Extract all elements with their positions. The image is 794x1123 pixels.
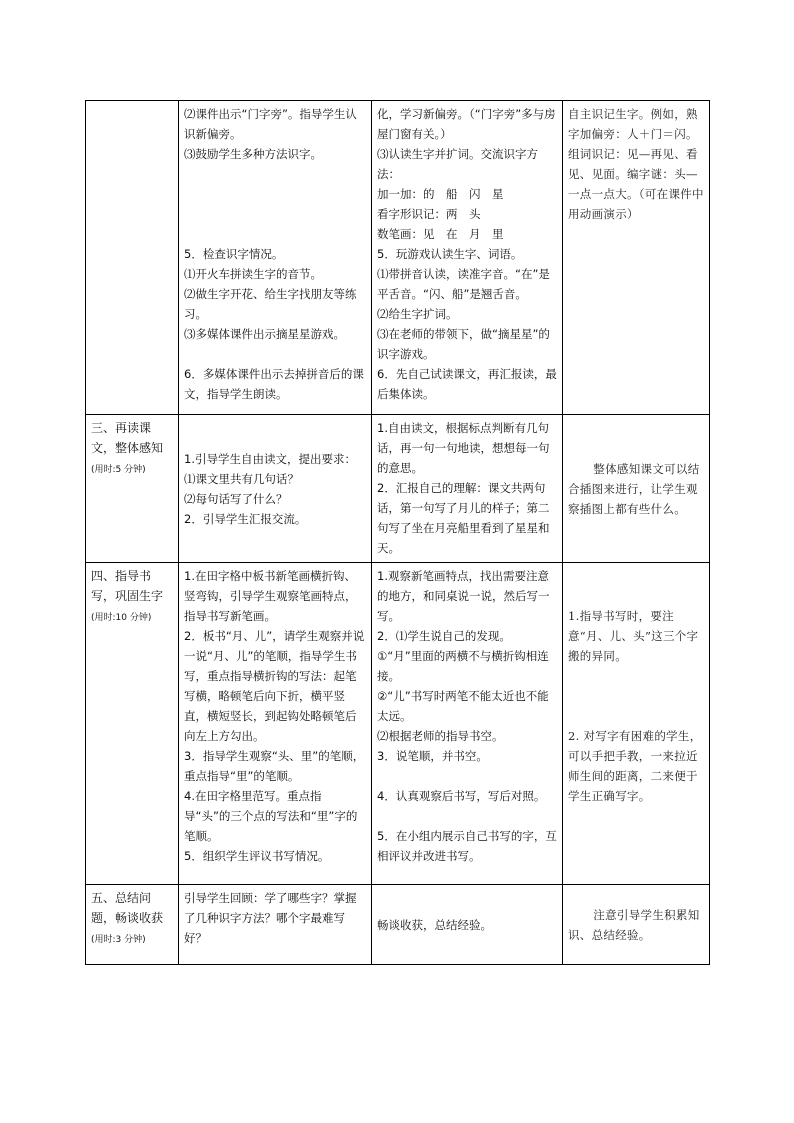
teacher-activity-cell xyxy=(179,415,372,563)
stage-cell xyxy=(86,101,179,415)
student-text: 1.自由读文，根据标点判断有几句话，再一句一句地读，想想每一句的意思。 xyxy=(377,421,550,475)
student-activity-cell xyxy=(372,885,563,965)
stage-time: (用时:5 分钟) xyxy=(91,465,146,475)
design-note-cell xyxy=(563,885,710,965)
design-note-cell xyxy=(563,415,710,563)
teacher-text: ⑶鼓励学生多种方法识字。 xyxy=(184,147,322,161)
teacher-text: ⑵每句话写了什么？ xyxy=(184,491,288,506)
table-row xyxy=(86,563,710,885)
table-row xyxy=(86,101,710,415)
note-text: 自主识记生字。例如，熟字加偏旁：人＋门＝闪。组词识记：见—再见、看见、见面。编字谜：头—一点一点大。（可在课件中用动画演示） xyxy=(568,107,704,221)
note-text: 注意引导学生积累知识、总结经验。 xyxy=(568,907,700,942)
teacher-activity-cell xyxy=(179,885,372,965)
stage-cell xyxy=(86,415,179,563)
teacher-text: ⑵课件出示“门字旁”。指导学生认识新偏旁。 xyxy=(184,107,357,141)
teacher-text: 2．引导学生汇报交流。 xyxy=(184,511,307,526)
note-text: 1.指导书写时，要注意“月、儿、头”这三个字搬的异同。 xyxy=(568,609,699,663)
student-activity-cell xyxy=(372,563,563,885)
teacher-text: ⑴课文里共有几句话？ xyxy=(184,471,299,486)
teacher-text: ⑴开火车拼读生字的音节。 xyxy=(184,267,322,281)
table-row xyxy=(86,885,710,965)
note-text: 整体感知课文可以结合插图来进行，让学生观察插图上都有些什么。 xyxy=(568,461,700,516)
student-text: 1.观察新笔画特点，找出需要注意的地方，和同桌说一说，然后写一写。 xyxy=(377,569,550,623)
student-text: ⑵给生字扩词。 xyxy=(377,307,458,321)
student-text: 看字形识记：两 头 xyxy=(377,207,481,221)
teacher-text: ⑶多媒体课件出示摘星星游戏。 xyxy=(184,327,345,341)
student-text: 2．⑴学生说自己的发现。 xyxy=(377,629,511,643)
student-text: ⑵根据老师的指导书空。 xyxy=(377,729,504,743)
teacher-text: 引导学生回顾：学了哪些字？掌握了几种识字方法？哪个字最难写好？ xyxy=(184,891,357,945)
teacher-activity-cell xyxy=(179,563,372,885)
student-text: 2．汇报自己的理解：课文共两句话，第一句写了月儿的样子；第二句写了坐在月亮船里看到了星星和天。 xyxy=(377,481,550,555)
stage-time: (用时:10 分钟) xyxy=(91,613,152,623)
stage-time: (用时:3 分钟) xyxy=(91,935,146,945)
student-text: ①“月”里面的两横不与横折钩相连接。 xyxy=(377,649,549,683)
student-text: 加一加：的 船 闪 星 xyxy=(377,187,504,201)
student-text: ②“儿”书写时两笔不能太近也不能太远。 xyxy=(377,689,549,723)
student-text: 4．认真观察后书写，写后对照。 xyxy=(377,789,546,803)
student-text: 数笔画：见 在 月 里 xyxy=(377,227,504,241)
student-text: 化，学习新偏旁。（“门字旁”多与房屋门窗有关。） xyxy=(377,107,556,141)
student-text: ⑶认读生字并扩词。交流识字方法： xyxy=(377,147,538,181)
teacher-text: 2．板书“月、儿”，请学生观察并说一说“月、儿”的笔顺，指导学生书写，重点指导横折钩的写法：起笔写横，略顿笔后向下折，横平竖直，横短竖长，到起钩处略顿笔后向左上方勾出。 xyxy=(184,629,365,743)
teacher-text: 3．指导学生观察“头、里”的笔顺，重点指导“里”的笔顺。 xyxy=(184,749,365,783)
student-text: ⑴带拼音认读，读准字音。“在”是平舌音。“闪、船”是翘舌音。 xyxy=(377,267,550,301)
note-text: 2. 对写字有困难的学生，可以手把手教，一来拉近师生间的距离，二来便于学生正确写字。 xyxy=(568,729,702,803)
stage-cell xyxy=(86,563,179,885)
student-text: 畅谈收获，总结经验。 xyxy=(377,917,492,932)
student-text: 5．玩游戏认读生字、词语。 xyxy=(377,247,523,261)
student-text: 6．先自己试读课文，再汇报读，最后集体读。 xyxy=(377,367,557,401)
student-text: ⑶在老师的带领下，做“摘星星”的识字游戏。 xyxy=(377,327,550,361)
stage-title: 五、总结问题，畅谈收获 xyxy=(91,891,164,925)
design-note-cell xyxy=(563,101,710,415)
teacher-text: 6．多媒体课件出示去掉拼音后的课文，指导学生朗读。 xyxy=(184,367,364,401)
student-text: 5．在小组内展示自己书写的字，互相评议并改进书写。 xyxy=(377,829,557,863)
teacher-text: 1.在田字格中板书新笔画横折钩、竖弯钩，引导学生观察笔画特点，指导书写新笔画。 xyxy=(184,569,357,623)
teacher-text: 5．检查识字情况。 xyxy=(184,247,284,261)
lesson-plan-table xyxy=(85,100,710,965)
design-note-cell xyxy=(563,563,710,885)
student-text: 3．说笔顺，并书空。 xyxy=(377,749,488,763)
student-activity-cell xyxy=(372,101,563,415)
stage-title: 三、再读课文，整体感知 xyxy=(91,421,164,455)
stage-cell xyxy=(86,885,179,965)
teacher-text: 1.引导学生自由读文，提出要求： xyxy=(184,451,356,466)
student-activity-cell xyxy=(372,415,563,563)
teacher-text: ⑵做生字开花、给生字找朋友等练习。 xyxy=(184,287,357,321)
stage-title: 四、指导书写，巩固生字 xyxy=(91,569,164,603)
teacher-text: 5．组织学生评议书写情况。 xyxy=(184,849,330,863)
teacher-text: 4.在田字格里范写。重点指导“头”的三个点的写法和“里”字的笔顺。 xyxy=(184,789,358,843)
table-row xyxy=(86,415,710,563)
teacher-activity-cell xyxy=(179,101,372,415)
